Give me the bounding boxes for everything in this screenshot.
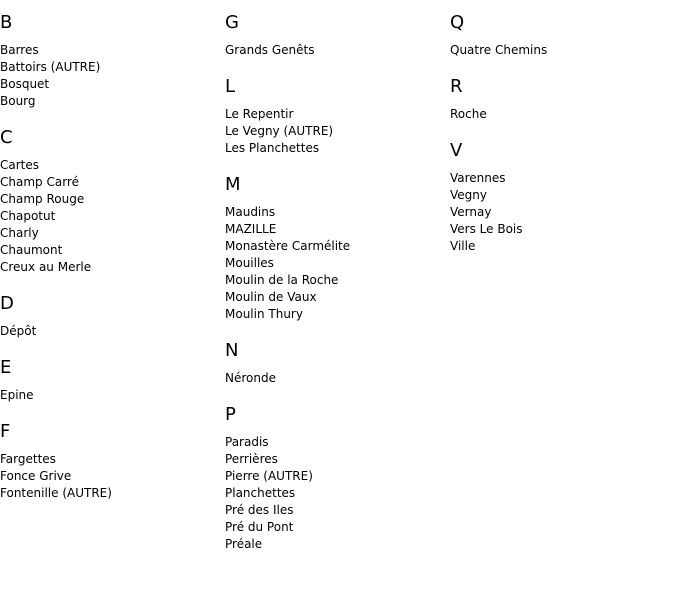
- letter-group: [0, 293, 220, 340]
- letter-heading: F: [0, 421, 11, 442]
- letter-group: [0, 12, 220, 110]
- place-link[interactable]: Chapotut: [0, 209, 56, 223]
- place-link[interactable]: Bourg: [0, 94, 36, 108]
- place-list: [450, 106, 670, 123]
- letter-heading: N: [225, 340, 239, 361]
- place-list: [225, 370, 445, 387]
- letter-group: [0, 421, 220, 502]
- place-link[interactable]: Perrières: [225, 452, 278, 466]
- letter-heading: Q: [450, 12, 465, 33]
- place-link[interactable]: Chaumont: [0, 243, 63, 257]
- place-link[interactable]: Fonce Grive: [0, 469, 72, 483]
- letter-heading: D: [0, 293, 14, 314]
- place-link[interactable]: Charly: [0, 226, 39, 240]
- place-link[interactable]: Vernay: [450, 205, 492, 219]
- place-link[interactable]: Planchettes: [225, 486, 296, 500]
- place-list: [0, 387, 220, 404]
- place-link[interactable]: Mouilles: [225, 256, 274, 270]
- place-link[interactable]: Ville: [450, 239, 476, 253]
- place-link[interactable]: Le Vegny (AUTRE): [225, 124, 334, 138]
- letter-group: [225, 12, 445, 59]
- letter-group: [225, 76, 445, 157]
- place-link[interactable]: Fargettes: [0, 452, 56, 466]
- place-link[interactable]: Dépôt: [0, 324, 37, 338]
- letter-group: [225, 174, 445, 323]
- place-link[interactable]: Champ Rouge: [0, 192, 85, 206]
- place-list: [225, 434, 445, 553]
- letter-heading: P: [225, 404, 236, 425]
- index-column-1: [0, 12, 220, 519]
- place-link[interactable]: Néronde: [225, 371, 276, 385]
- letter-heading: B: [0, 12, 13, 33]
- letter-heading: E: [0, 357, 12, 378]
- place-link[interactable]: Champ Carré: [0, 175, 79, 189]
- index-column-3: [450, 12, 670, 272]
- place-link[interactable]: Fontenille (AUTRE): [0, 486, 112, 500]
- place-link[interactable]: Pré du Pont: [225, 520, 294, 534]
- place-link[interactable]: Les Planchettes: [225, 141, 320, 155]
- place-link[interactable]: Paradis: [225, 435, 269, 449]
- index-column-2: [225, 12, 445, 570]
- letter-heading: M: [225, 174, 241, 195]
- place-link[interactable]: Cartes: [0, 158, 40, 172]
- place-link[interactable]: Epine: [0, 388, 34, 402]
- place-link[interactable]: Moulin Thury: [225, 307, 303, 321]
- place-link[interactable]: Vers Le Bois: [450, 222, 523, 236]
- place-link[interactable]: Le Repentir: [225, 107, 294, 121]
- place-list: [0, 42, 220, 110]
- place-link[interactable]: Préale: [225, 537, 263, 551]
- place-list: [0, 157, 220, 276]
- place-link[interactable]: Monastère Carmélite: [225, 239, 351, 253]
- place-link[interactable]: Pierre (AUTRE): [225, 469, 313, 483]
- letter-heading: R: [450, 76, 463, 97]
- letter-heading: C: [0, 127, 13, 148]
- place-link[interactable]: Roche: [450, 107, 487, 121]
- place-link[interactable]: Bosquet: [0, 77, 50, 91]
- place-list: [450, 170, 670, 255]
- place-link[interactable]: Battoirs (AUTRE): [0, 60, 101, 74]
- place-link[interactable]: Varennes: [450, 171, 506, 185]
- letter-heading: V: [450, 140, 463, 161]
- place-link[interactable]: Grands Genêts: [225, 43, 315, 57]
- place-link[interactable]: MAZILLE: [225, 222, 277, 236]
- place-list: [225, 106, 445, 157]
- place-link[interactable]: Maudins: [225, 205, 276, 219]
- place-list: [0, 323, 220, 340]
- place-link[interactable]: Pré des Iles: [225, 503, 294, 517]
- place-link[interactable]: Vegny: [450, 188, 487, 202]
- place-link[interactable]: Moulin de la Roche: [225, 273, 339, 287]
- letter-group: [225, 340, 445, 387]
- place-list: [450, 42, 670, 59]
- letter-group: [450, 76, 670, 123]
- place-link[interactable]: Quatre Chemins: [450, 43, 548, 57]
- place-list: [225, 204, 445, 323]
- letter-heading: G: [225, 12, 239, 33]
- place-link[interactable]: Barres: [0, 43, 39, 57]
- place-link[interactable]: Creux au Merle: [0, 260, 92, 274]
- letter-group: [0, 357, 220, 404]
- letter-group: [225, 404, 445, 553]
- letter-group: [0, 127, 220, 276]
- place-list: [0, 451, 220, 502]
- place-link[interactable]: Moulin de Vaux: [225, 290, 317, 304]
- place-list: [225, 42, 445, 59]
- letter-group: [450, 12, 670, 59]
- letter-heading: L: [225, 76, 236, 97]
- letter-group: [450, 140, 670, 255]
